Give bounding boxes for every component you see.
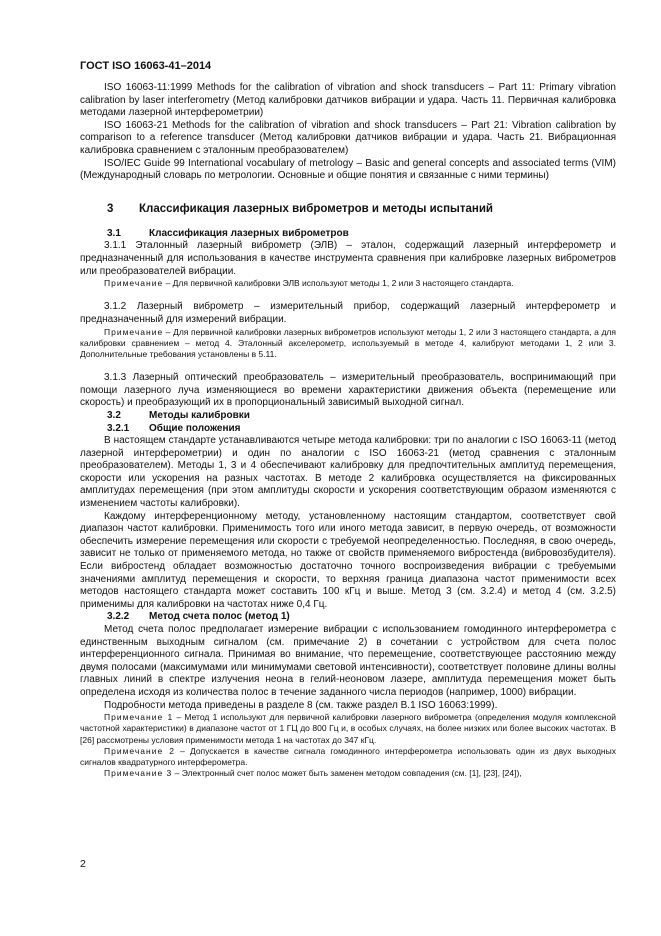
paragraph-3-2-1-a: В настоящем стандарте устанавливаются четыре метода калибровки: три по аналогии с ISO 16063-11 (метод лазерной интерферометрии) и один по аналогии с ISO 16063-21 (метод сравнения с эталонным преобразователем). Методы 1, 3 и 4 обеспечивают калибровку для предпочтительных амплитуд перемещения, скорости или ускорения на разных частотах. В методе 2 калибровка осуществляется на фиксированных амплитудах перемещения (при этом амплитуды скорости и ускорения соответствующим образом изменяются с изменением частоты калибровки). bbox=[80, 435, 616, 510]
section-3-1-title: Классификация лазерных виброметров bbox=[149, 227, 349, 239]
note-label: Примечание 1 bbox=[104, 712, 174, 723]
section-3-number: 3 bbox=[107, 202, 114, 215]
clause-3-1-2: 3.1.2 Лазерный виброметр – измерительный прибор, содержащий лазерный интерферометр и предназначенный для измерений вибрации. bbox=[80, 301, 616, 325]
note-label: Примечание bbox=[104, 326, 164, 337]
note-text: – Для первичной калибровки ЭЛВ используют методы 1, 2 или 3 настоящего стандарта. bbox=[163, 278, 514, 289]
clause-3-1-1: 3.1.1 Эталонный лазерный виброметр (ЭЛВ) – эталон, содержащий лазерный интерферометр и предназначенный для использования в качестве инструмента сравнения при калибровке лазерных виброметров или преобразователей вибрации. bbox=[80, 240, 616, 277]
section-3-2-2-number: 3.2.2 bbox=[107, 611, 130, 623]
note-text: – Для первичной калибровки лазерных виброметров используют методы 1, 2 или 3 настоящего стандарта, а для калибровки сравнением – метод 4. Эталонный акселерометр, используемый в методе 4, калибруют методами 1, 2 или 3. Дополнительные требования установлены в 5.11. bbox=[80, 326, 616, 359]
note-2 bbox=[80, 746, 616, 768]
note-text: – Метод 1 используют для первичной калибровки лазерного виброметра (определения модуля комплексной частотной характеристики) в диапазоне частот от 1 ГЦ до 800 Гц и, в особых случаях, на более низких или более высоких частотах. В [26] рассмотрены условия применимости метода 1 на частотах до 347 кГц. bbox=[80, 712, 616, 745]
section-3-2-heading bbox=[80, 410, 616, 423]
paragraph-3-2-2-b: Подробности метода приведены в разделе 8 (см. также раздел B.1 ISO 16063:1999). bbox=[104, 699, 498, 711]
paragraph-3-2-1-b: Каждому интерференционному методу, установленному настоящим стандартом, соответствует свой диапазон частот калибровки. Применимость того или иного метода зависит, в первую очередь, от возможности обеспечить измерение перемещения или скорости с требуемой неопределенностью. Последняя, в свою очередь, зависит не только от применяемого метода, но также от свойств применяемого вибростенда (вибровозбудителя). Если вибростенд обладает возможностью достаточно точного воспроизведения вибрации с требуемыми значениями амплитуд перемещения и скорости, то верхняя граница диапазона частот применимости всех методов настоящего стандарта может составить 100 кГц и выше. Метод 3 (см. 3.2.4) и метод 4 (см. 3.2.5) применимы для калибровки на частотах ниже 0,4 Гц. bbox=[80, 510, 616, 610]
note-label: Примечание bbox=[104, 278, 164, 289]
section-3-1-heading bbox=[80, 228, 616, 241]
paragraph-3-2-2-a: Метод счета полос предполагает измерение вибрации с использованием гомодинного интерферометра с единственным выходным сигналом (см. примечание 2) в сочетании с устройством для счета полос интерференционного сигнала. Принимая во внимание, что перемещение, соответствующее расстоянию между двумя полосами (максимумами или минимумами световой интенсивности), соответствует половине длины волны главных линий в спектре излучения неона в гелий-неоновом лазере, амплитуда перемещения может быть определена исходя из количества полос в течение заданного числа периодов (например, 1000) вибрации. bbox=[80, 624, 616, 698]
note-3 bbox=[80, 768, 616, 779]
clause-3-1-3: 3.1.3 Лазерный оптический преобразователь – измерительный преобразователь, воспринимающий при помощи лазерного луча изменяющиеся во времени характеристики движения объекта (перемещение или скорость) и преобразующий их в пропорциональный зависимый выходной сигнал. bbox=[80, 372, 616, 409]
section-3-2-title: Методы калибровки bbox=[149, 409, 250, 421]
section-3-heading bbox=[80, 203, 616, 215]
note-text: – Электронный счет полос может быть заменен методом совпадения (см. [1], [23], [24]), bbox=[172, 768, 522, 779]
document-body bbox=[80, 82, 616, 779]
note-label: Примечание 3 bbox=[104, 768, 173, 779]
note-text: – Допускается в качестве сигнала гомодинного интерферометра использовать один из двух выходных сигналов квадратурного интерферометра. bbox=[80, 745, 616, 767]
section-3-1-number: 3.1 bbox=[107, 227, 121, 239]
section-3-2-1-title: Общие положения bbox=[149, 422, 241, 434]
section-3-title: Классификация лазерных виброметров и методы испытаний bbox=[139, 202, 493, 215]
note-label: Примечание 2 bbox=[104, 745, 176, 756]
section-3-2-1-heading bbox=[80, 423, 616, 436]
reference-iso-iec-guide-99: ISO/IEC Guide 99 International vocabulary of metrology – Basic and general concepts and associated terms (VIM) (Международный словарь по метрологии. Основные и общие понятия и связанные с ними термины) bbox=[80, 157, 616, 182]
note-3-1-1 bbox=[80, 278, 616, 289]
section-3-2-2-heading bbox=[80, 611, 616, 624]
note-1 bbox=[80, 712, 616, 746]
section-3-2-number: 3.2 bbox=[107, 409, 121, 421]
document-header: ГОСТ ISO 16063-41–2014 bbox=[80, 60, 212, 72]
section-3-2-1-number: 3.2.1 bbox=[107, 422, 130, 434]
reference-iso-16063-21: ISO 16063-21 Methods for the calibration of vibration and shock transducers – Part 21: Vibration calibration by comparison to a reference transducer (Метод калибровки датчиков вибрации и удара. Часть 21. Вибрационная калибровка сравнением с эталонным преобразователем) bbox=[80, 119, 616, 156]
section-3-2-2-title: Метод счета полос (метод 1) bbox=[149, 611, 290, 623]
page-number: 2 bbox=[80, 858, 86, 870]
note-3-1-2 bbox=[80, 327, 616, 361]
reference-iso-16063-11: ISO 16063-11:1999 Methods for the calibration of vibration and shock transducers – Part 11: Primary vibration calibration by laser interferometry (Метод калибровки датчиков вибрации и удара. Часть 11. Первичная калибровка методами лазерной интерферометрии) bbox=[80, 82, 616, 119]
